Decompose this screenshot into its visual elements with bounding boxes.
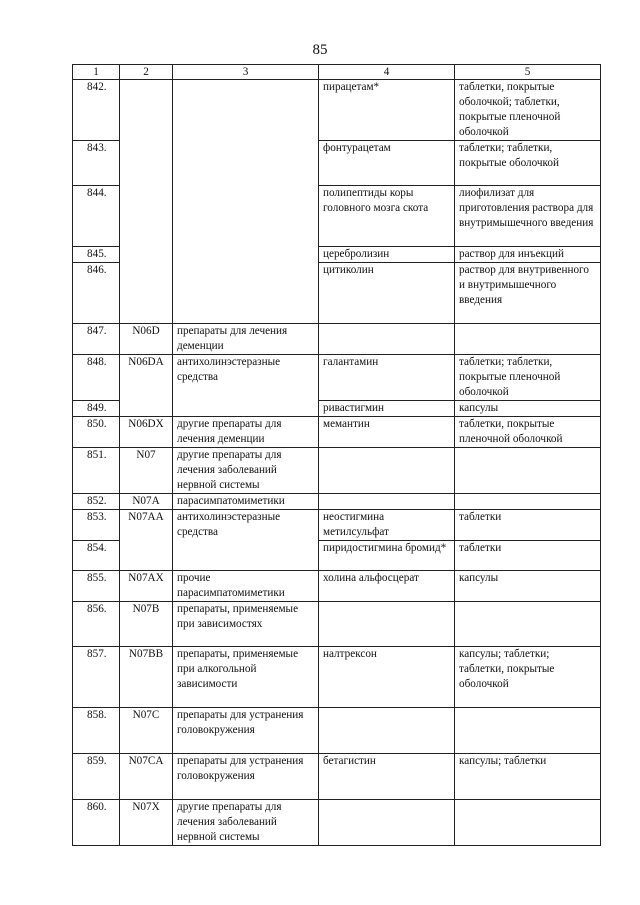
atc-code: N06DX <box>120 417 173 448</box>
group-name: другие препараты для лечения заболеваний нервной системы <box>173 448 319 494</box>
dosage-form: таблетки, покрытые пленочной оболочкой <box>455 417 601 448</box>
drug-table <box>72 64 601 846</box>
table-row <box>73 800 601 846</box>
drug-name <box>319 494 455 510</box>
row-number: 851. <box>73 448 120 494</box>
column-header: 1 <box>73 65 120 80</box>
dosage-form <box>455 494 601 510</box>
drug-name: пиридостигмина бромид* <box>319 541 455 571</box>
drug-name <box>319 602 455 647</box>
table-row <box>73 708 601 754</box>
dosage-form: капсулы; таблетки; таблетки, покрытые оболочкой <box>455 647 601 708</box>
row-number: 842. <box>73 80 120 141</box>
group-name: препараты для лечения деменции <box>173 324 319 355</box>
page-number: 85 <box>312 42 328 58</box>
row-number: 855. <box>73 571 120 602</box>
row-number: 850. <box>73 417 120 448</box>
dosage-form: раствор для внутривенного и внутримышечного введения <box>455 263 601 324</box>
drug-name: цитиколин <box>319 263 455 324</box>
dosage-form: таблетки, покрытые оболочкой; таблетки, покрытые пленочной оболочкой <box>455 80 601 141</box>
row-number: 857. <box>73 647 120 708</box>
dosage-form: таблетки; таблетки, покрытые пленочной оболочкой <box>455 355 601 401</box>
row-number: 843. <box>73 141 120 186</box>
table-row <box>73 80 601 141</box>
drug-name: неостигмина метилсульфат <box>319 510 455 541</box>
row-number: 844. <box>73 186 120 247</box>
atc-code: N07X <box>120 800 173 846</box>
row-number: 848. <box>73 355 120 401</box>
drug-name: ривастигмин <box>319 401 455 417</box>
atc-code: N07BB <box>120 647 173 708</box>
table-row <box>73 510 601 541</box>
drug-name <box>319 800 455 846</box>
drug-name <box>319 324 455 355</box>
atc-code: N07AX <box>120 571 173 602</box>
drug-name: пирацетам* <box>319 80 455 141</box>
drug-name: галантамин <box>319 355 455 401</box>
dosage-form <box>455 800 601 846</box>
group-name: парасимпатомиметики <box>173 494 319 510</box>
drug-name: фонтурацетам <box>319 141 455 186</box>
drug-name <box>319 708 455 754</box>
atc-code: N07B <box>120 602 173 647</box>
group-name: препараты, применяемые при алкогольной зависимости <box>173 647 319 708</box>
dosage-form <box>455 602 601 647</box>
drug-name: полипептиды коры головного мозга скота <box>319 186 455 247</box>
atc-code: N06D <box>120 324 173 355</box>
table-row <box>73 602 601 647</box>
drug-name: церебролизин <box>319 247 455 263</box>
group-name: другие препараты для лечения деменции <box>173 417 319 448</box>
dosage-form: таблетки; таблетки, покрытые оболочкой <box>455 141 601 186</box>
atc-code: N06DA <box>120 355 173 417</box>
group-name: другие препараты для лечения заболеваний нервной системы <box>173 800 319 846</box>
table-row <box>73 448 601 494</box>
drug-name: налтрексон <box>319 647 455 708</box>
atc-code: N07 <box>120 448 173 494</box>
group-name: препараты для устранения головокружения <box>173 754 319 800</box>
atc-code: N07CA <box>120 754 173 800</box>
row-number: 854. <box>73 541 120 571</box>
group-name: препараты для устранения головокружения <box>173 708 319 754</box>
table-row <box>73 754 601 800</box>
dosage-form: таблетки <box>455 510 601 541</box>
dosage-form: капсулы; таблетки <box>455 754 601 800</box>
group-name: препараты, применяемые при зависимостях <box>173 602 319 647</box>
atc-code: N07A <box>120 494 173 510</box>
row-number: 859. <box>73 754 120 800</box>
dosage-form: капсулы <box>455 401 601 417</box>
column-header: 5 <box>455 65 601 80</box>
dosage-form <box>455 324 601 355</box>
atc-code: N07AA <box>120 510 173 571</box>
column-header: 4 <box>319 65 455 80</box>
drug-name: бетагистин <box>319 754 455 800</box>
row-number: 852. <box>73 494 120 510</box>
row-number: 858. <box>73 708 120 754</box>
group-name: антихолинэстеразные средства <box>173 510 319 571</box>
row-number: 845. <box>73 247 120 263</box>
drug-name: холина альфосцерат <box>319 571 455 602</box>
group-name <box>173 80 319 324</box>
column-header: 2 <box>120 65 173 80</box>
drug-name <box>319 448 455 494</box>
row-number: 856. <box>73 602 120 647</box>
column-header-row <box>73 65 601 80</box>
table-row <box>73 494 601 510</box>
table-row <box>73 324 601 355</box>
table-row <box>73 417 601 448</box>
table-row <box>73 647 601 708</box>
column-header: 3 <box>173 65 319 80</box>
row-number: 860. <box>73 800 120 846</box>
atc-code: N07C <box>120 708 173 754</box>
dosage-form: лиофилизат для приготовления раствора для внутримышечного введения <box>455 186 601 247</box>
group-name: антихолинэстеразные средства <box>173 355 319 417</box>
dosage-form <box>455 448 601 494</box>
row-number: 846. <box>73 263 120 324</box>
table-row <box>73 571 601 602</box>
row-number: 847. <box>73 324 120 355</box>
drug-name: мемантин <box>319 417 455 448</box>
atc-code <box>120 80 173 324</box>
table-row <box>73 355 601 401</box>
dosage-form: раствор для инъекций <box>455 247 601 263</box>
dosage-form: таблетки <box>455 541 601 571</box>
dosage-form: капсулы <box>455 571 601 602</box>
group-name: прочие парасимпатомиметики <box>173 571 319 602</box>
row-number: 853. <box>73 510 120 541</box>
row-number: 849. <box>73 401 120 417</box>
dosage-form <box>455 708 601 754</box>
